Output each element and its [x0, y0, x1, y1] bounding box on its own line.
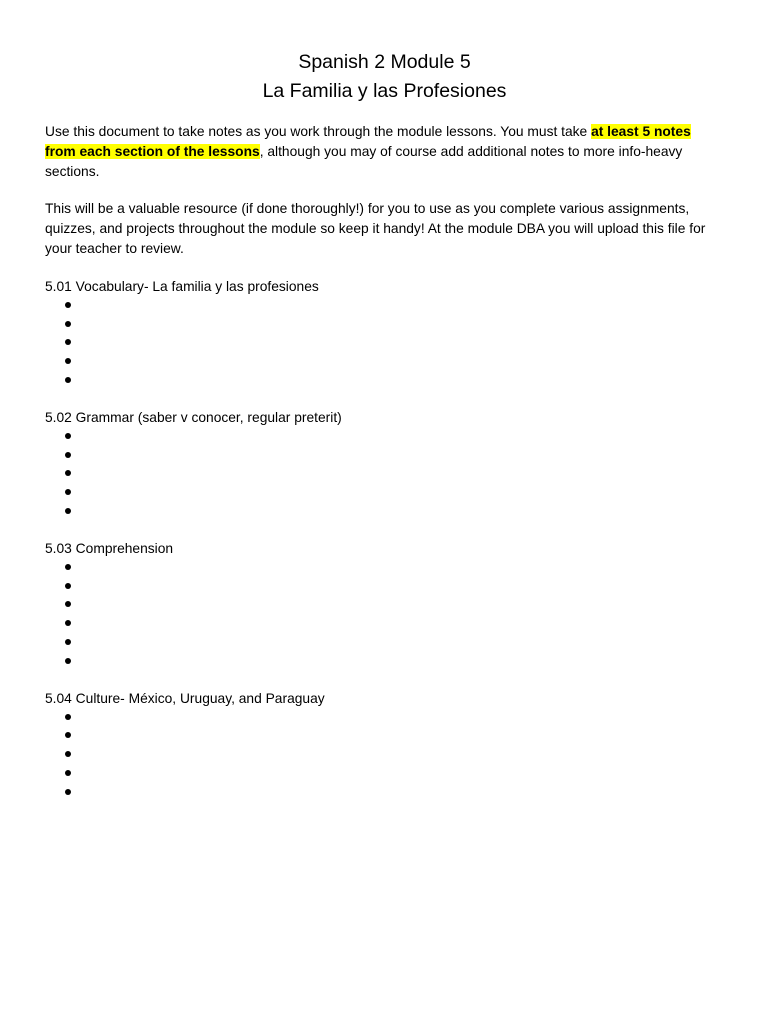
bullet-dot-icon	[65, 789, 71, 795]
bullet-dot-icon	[65, 321, 71, 327]
bullet-item	[65, 352, 724, 371]
title-line-2: La Familia y las Profesiones	[262, 80, 507, 102]
section-heading: 5.01 Vocabulary- La familia y las profesiones	[45, 278, 319, 294]
bullet-list	[45, 708, 724, 802]
bullet-item	[65, 595, 724, 614]
intro-paragraph	[45, 122, 724, 181]
bullet-item	[65, 633, 724, 652]
bullet-dot-icon	[65, 489, 71, 495]
bullet-item	[65, 371, 724, 390]
bullet-dot-icon	[65, 601, 71, 607]
bullet-item	[65, 558, 724, 577]
bullet-list	[45, 558, 724, 671]
bullet-item	[65, 333, 724, 352]
section-heading: 5.04 Culture- México, Uruguay, and Paraguay	[45, 690, 325, 706]
bullet-item	[65, 427, 724, 446]
bullet-item	[65, 614, 724, 633]
intro-text-after: , although you may of course add additional notes to more info-heavy sections.	[45, 143, 683, 179]
bullet-dot-icon	[65, 302, 71, 308]
bullet-dot-icon	[65, 452, 71, 458]
section-heading: 5.02 Grammar (saber v conocer, regular preterit)	[45, 409, 342, 425]
bullet-item	[65, 783, 724, 802]
bullet-dot-icon	[65, 433, 71, 439]
bullet-dot-icon	[65, 470, 71, 476]
bullet-dot-icon	[65, 358, 71, 364]
bullet-dot-icon	[65, 751, 71, 757]
bullet-item	[65, 502, 724, 521]
intro-text-before: Use this document to take notes as you work through the module lessons. You must take	[45, 124, 592, 139]
resource-paragraph: This will be a valuable resource (if done thoroughly!) for you to use as you complete various assignments, quizzes, and projects throughout the module so keep it handy! At the module DBA you will upload this file for your teacher to review.	[45, 201, 706, 256]
section-5-01	[45, 277, 724, 390]
section-5-04	[45, 689, 724, 802]
bullet-list	[45, 296, 724, 390]
bullet-dot-icon	[65, 658, 71, 664]
bullet-item	[65, 446, 724, 465]
title-line-1: Spanish 2 Module 5	[298, 51, 471, 73]
bullet-item	[65, 745, 724, 764]
bullet-item	[65, 726, 724, 745]
document-title	[45, 48, 724, 106]
bullet-dot-icon	[65, 770, 71, 776]
bullet-dot-icon	[65, 564, 71, 570]
section-5-03	[45, 539, 724, 671]
bullet-item	[65, 296, 724, 315]
bullet-dot-icon	[65, 377, 71, 383]
bullet-dot-icon	[65, 714, 71, 720]
bullet-item	[65, 764, 724, 783]
bullet-list	[45, 427, 724, 521]
bullet-item	[65, 652, 724, 671]
bullet-item	[65, 577, 724, 596]
bullet-dot-icon	[65, 339, 71, 345]
bullet-item	[65, 483, 724, 502]
bullet-item	[65, 708, 724, 727]
bullet-dot-icon	[65, 620, 71, 626]
intro-highlight: at least 5 notes from each section of the lessons	[45, 124, 691, 159]
sections-container	[45, 277, 724, 802]
bullet-dot-icon	[65, 583, 71, 589]
section-5-02	[45, 408, 724, 521]
section-heading: 5.03 Comprehension	[45, 540, 174, 556]
bullet-item	[65, 464, 724, 483]
bullet-item	[65, 315, 724, 334]
bullet-dot-icon	[65, 732, 71, 738]
bullet-dot-icon	[65, 639, 71, 645]
bullet-dot-icon	[65, 508, 71, 514]
